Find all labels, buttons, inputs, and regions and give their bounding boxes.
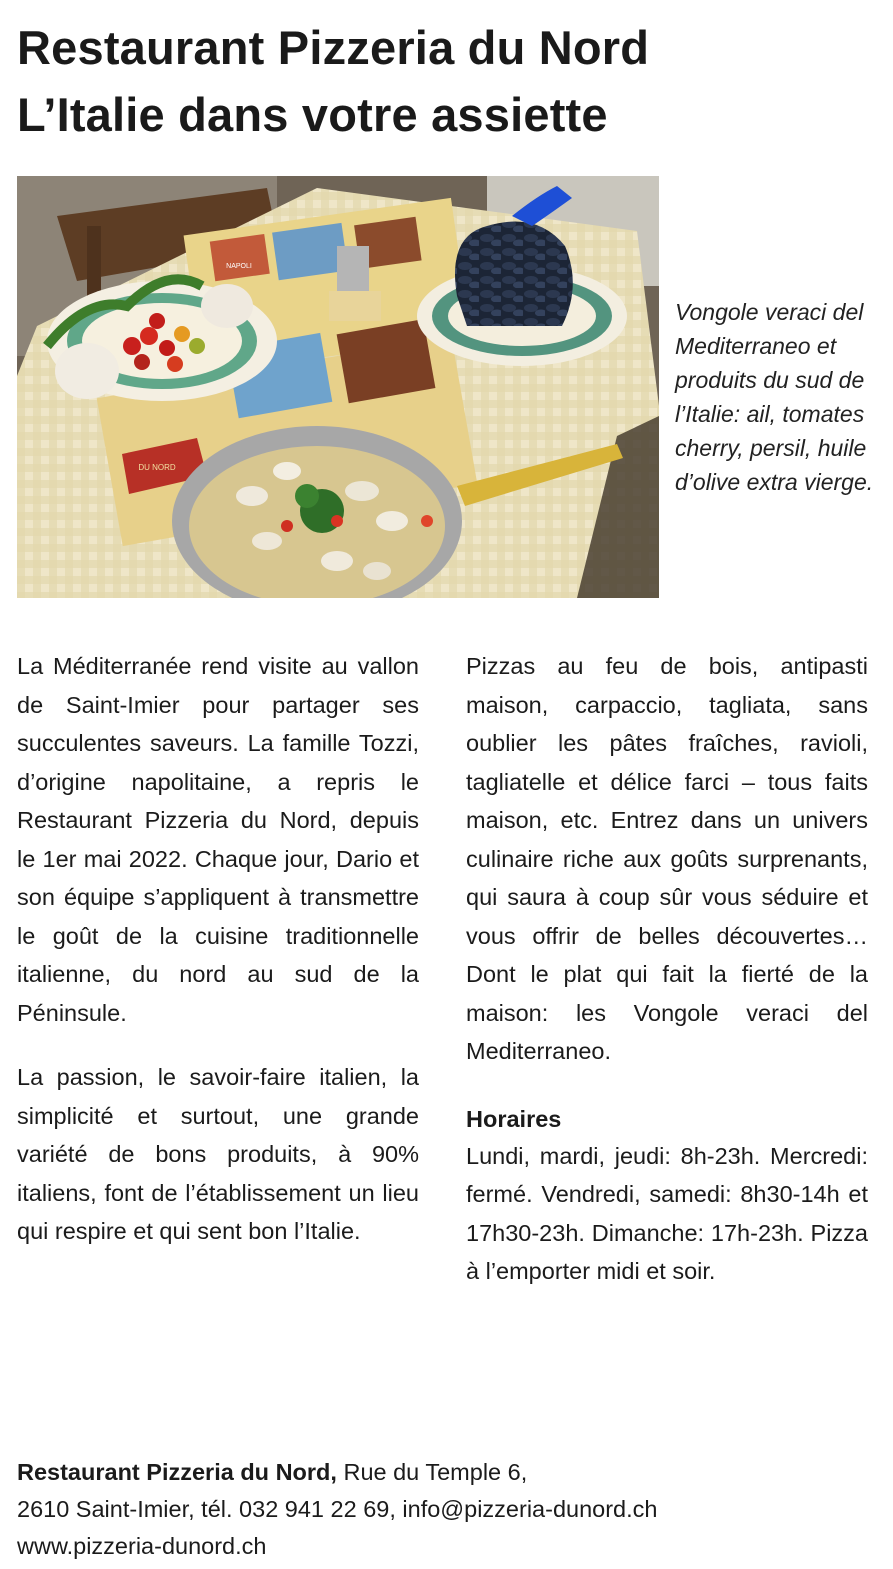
restaurant-name: Restaurant Pizzeria du Nord, [17,1459,337,1485]
food-photo-illustration [17,176,659,598]
photo-caption: Vongole veraci del Mediterraneo et produits du sud de l’Italie: ail, tomates cherry, persil, huile d’olive extra vierge. [675,299,874,495]
street-address: Rue du Temple 6, [336,1459,528,1485]
article-title [17,14,877,148]
svg-text:DU NORD: DU NORD [138,463,176,472]
website-link[interactable]: www.pizzeria-dunord.ch [17,1533,267,1559]
hours-heading: Horaires [466,1105,562,1132]
right-column [466,647,868,1291]
food-photo [17,176,659,598]
contact-line: 2610 Saint-Imier, tél. 032 941 22 69, info@pizzeria-dunord.ch [17,1496,658,1522]
svg-text:NAPOLI: NAPOLI [226,263,252,270]
intro-paragraph: La Méditerranée rend visite au vallon de Saint-Imier pour partager ses succulentes saveurs. La famille Tozzi, d’origine napolitaine, a repris le Restaurant Pizzeria du Nord, depuis le 1er mai 2022. Chaque jour, Dario et son équipe s’appliquent à transmettre le goût de la cuisine traditionnelle italienne, du nord au sud de la Péninsule. [17,653,419,1026]
left-column [17,647,419,1251]
hours-text: Lundi, mardi, jeudi: 8h-23h. Mercredi: fermé. Vendredi, samedi: 8h30-14h et 17h30-23h. Dimanche: 17h-23h. Pizza à l’emporter midi et soir. [466,1142,868,1284]
menu-paragraph: Pizzas au feu de bois, antipasti maison, carpaccio, tagliata, sans oublier les pâtes fraîches, ravioli, tagliatelle et délice farci – tous faits maison, etc. Entrez dans un univers culinaire riche aux goûts surprenants, qui saura à coup sûr vous séduire et vous offrir de belles découvertes… Dont le plat qui fait la fierté de la maison: les Vongole veraci del Mediterraneo. [466,653,868,1064]
title-line-2: L’Italie dans votre assiette [17,88,608,141]
title-line-1: Restaurant Pizzeria du Nord [17,21,650,74]
contact-footer [17,1454,887,1565]
passion-paragraph: La passion, le savoir-faire italien, la simplicité et surtout, une grande variété de bons produits, à 90% italiens, font de l’établissement un lieu qui respire et qui sent bon l’Italie. [17,1064,419,1244]
